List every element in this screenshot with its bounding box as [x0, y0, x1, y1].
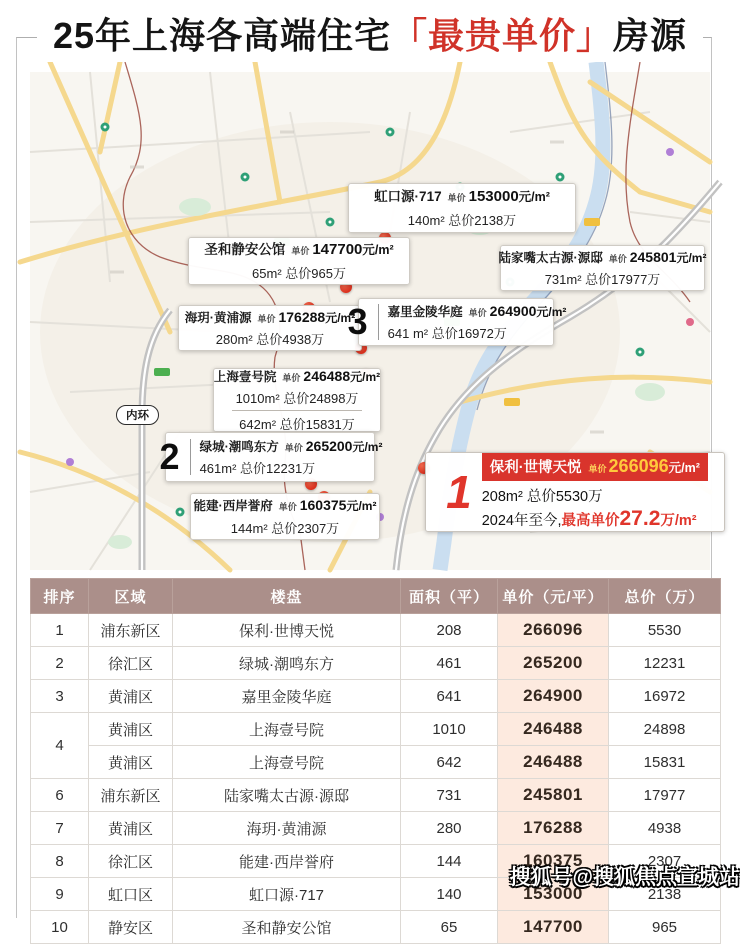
unit-price-label: 单价 [282, 372, 301, 383]
cell-rank: 8 [31, 845, 89, 878]
table-row [31, 680, 721, 713]
area-total-line: 641 m² 总价16972万 [387, 325, 507, 341]
cell-property: 保利·世博天悦 [173, 614, 401, 647]
cell-area: 1010 [401, 713, 498, 746]
property-name: 能建·西岸誉府 [193, 499, 273, 514]
cell-total: 12231 [609, 647, 721, 680]
unit-price-value: 176288 [278, 308, 326, 325]
rank-number: 3 [346, 304, 379, 340]
rank-number: 1 [446, 466, 472, 518]
table-row [31, 614, 721, 647]
table-row [31, 911, 721, 944]
title-prefix: 25年上海各高端住宅 [52, 15, 391, 56]
shanghai-map [30, 72, 710, 570]
cell-price: 176288 [498, 812, 609, 845]
unit-price-label: 单价 [608, 253, 627, 264]
cell-property: 圣和静安公馆 [173, 911, 401, 944]
unit-price-value: 153000 [468, 187, 519, 205]
cell-total: 2307 [609, 845, 721, 878]
cell-price: 246488 [498, 713, 609, 746]
unit-price-value: 266096 [608, 455, 669, 476]
callout-lvcheng-chaoming [159, 432, 383, 482]
highest-price-line [482, 507, 697, 531]
cell-area: 731 [401, 779, 498, 812]
inner-ring-label: 内环 [116, 405, 159, 425]
unit-price-unit: 元/m² [362, 242, 394, 257]
cell-price: 160375 [498, 845, 609, 878]
area-total-line-2: 642m² 总价15831万 [232, 410, 363, 433]
cell-property: 上海壹号院 [173, 746, 401, 779]
cell-area: 642 [401, 746, 498, 779]
unit-price-value: 264900 [489, 303, 537, 320]
property-name: 上海壹号院 [213, 369, 277, 384]
table-header-row [31, 579, 721, 614]
since-text: 2024年至今, [481, 513, 562, 530]
title-highlight: 「最贵单价」 [391, 15, 614, 56]
cell-total: 5530 [609, 614, 721, 647]
cell-total: 17977 [609, 779, 721, 812]
unit-price-label: 单价 [468, 308, 487, 319]
cell-total: 24898 [609, 713, 721, 746]
cell-area: 641 [401, 680, 498, 713]
callout-shenghe-jingan [188, 237, 410, 285]
unit-price-value: 265200 [305, 438, 353, 455]
cell-property: 陆家嘴太古源·源邸 [173, 779, 401, 812]
unit-price-label: 单价 [447, 192, 466, 203]
top-price-banner [482, 453, 708, 481]
table-row [31, 812, 721, 845]
header-district: 区域 [89, 579, 173, 614]
cell-district: 黄浦区 [89, 680, 173, 713]
cell-rank: 9 [31, 878, 89, 911]
header-area: 面积（平） [401, 579, 498, 614]
unit-price-unit: 元/m² [518, 189, 550, 204]
unit-price-unit: 元/m² [325, 310, 356, 325]
cell-district: 黄浦区 [89, 713, 173, 746]
property-name: 绿城·潮鸣东方 [199, 440, 279, 455]
property-name: 陆家嘴太古源·源邸 [498, 250, 603, 265]
area-total-line: 731m² 总价17977万 [544, 272, 661, 288]
cell-area: 140 [401, 878, 498, 911]
cell-price: 147700 [498, 911, 609, 944]
area-total-line: 461m² 总价12231万 [199, 460, 316, 476]
callout-lujiazui-taikoo [500, 245, 705, 291]
cell-property: 能建·西岸誉府 [173, 845, 401, 878]
page-title [0, 10, 740, 62]
cell-district: 徐汇区 [89, 647, 173, 680]
callout-haiyue-huangpuyuan [178, 305, 362, 351]
cell-district: 黄浦区 [89, 812, 173, 845]
area-total-line: 65m² 总价965万 [252, 266, 346, 282]
area-total-line: 140m² 总价2138万 [407, 213, 517, 229]
table-row [31, 746, 721, 779]
cell-property: 嘉里金陵华庭 [173, 680, 401, 713]
unit-price-label: 单价 [257, 313, 276, 324]
cell-rank: 3 [31, 680, 89, 713]
cell-price: 266096 [498, 614, 609, 647]
area-total-line: 280m² 总价4938万 [215, 332, 325, 348]
unit-price-value: 246488 [303, 367, 351, 384]
unit-price-value: 245801 [629, 248, 677, 265]
cell-area: 280 [401, 812, 498, 845]
cell-total: 965 [609, 911, 721, 944]
cell-district: 浦东新区 [89, 779, 173, 812]
area-total-line: 144m² 总价2307万 [230, 520, 340, 536]
cell-property: 海玥·黄浦源 [173, 812, 401, 845]
cell-total: 4938 [609, 812, 721, 845]
unit-price-unit: 元/m² [352, 440, 383, 455]
cell-price: 265200 [498, 647, 609, 680]
unit-price-unit: 元/m² [346, 499, 377, 514]
table-row [31, 779, 721, 812]
cell-price: 264900 [498, 680, 609, 713]
cell-price: 153000 [498, 878, 609, 911]
cell-property: 上海壹号院 [173, 713, 401, 746]
highest-price-label: 最高单价 [561, 513, 620, 530]
cell-district: 黄浦区 [89, 746, 173, 779]
cell-district: 静安区 [89, 911, 173, 944]
cell-rank: 4 [31, 713, 89, 779]
watermark: 搜狐号@搜狐焦点宣城站 [509, 866, 740, 889]
cell-district: 虹口区 [89, 878, 173, 911]
cell-total: 15831 [609, 746, 721, 779]
cell-area: 65 [401, 911, 498, 944]
header-unit-price: 单价（元/平） [498, 579, 609, 614]
table-row [31, 713, 721, 746]
unit-price-label: 单价 [588, 463, 607, 474]
cell-district: 徐汇区 [89, 845, 173, 878]
cell-total: 2138 [609, 878, 721, 911]
cell-area: 144 [401, 845, 498, 878]
property-name: 虹口源·717 [374, 188, 442, 204]
cell-price: 245801 [498, 779, 609, 812]
unit-price-label: 单价 [291, 245, 310, 256]
highest-price-value: 27.2 [619, 507, 661, 531]
unit-price-unit: 元/m² [350, 369, 381, 384]
callout-baoli-shibo [425, 452, 725, 532]
cell-rank: 2 [31, 647, 89, 680]
unit-price-value: 160375 [299, 497, 347, 514]
cell-district: 浦东新区 [89, 614, 173, 647]
cell-total: 16972 [609, 680, 721, 713]
cell-rank: 6 [31, 779, 89, 812]
cell-rank: 10 [31, 911, 89, 944]
property-name: 圣和静安公馆 [204, 241, 286, 257]
cell-property: 绿城·潮鸣东方 [173, 647, 401, 680]
cell-area: 461 [401, 647, 498, 680]
table-row [31, 647, 721, 680]
property-name: 海玥·黄浦源 [184, 310, 252, 325]
unit-price-unit: 元/m² [536, 305, 567, 320]
unit-price-value: 147700 [312, 240, 363, 258]
property-name: 嘉里金陵华庭 [387, 305, 463, 320]
header-property: 楼盘 [173, 579, 401, 614]
callout-shanghai-yihaoyuan [213, 368, 381, 432]
unit-price-unit: 元/m² [676, 250, 707, 265]
unit-price-label: 单价 [278, 502, 297, 513]
unit-price-label: 单价 [284, 443, 303, 454]
unit-price-unit: 元/m² [668, 460, 700, 475]
callout-nengjian-xian [190, 493, 380, 540]
highest-price-unit: 万/m² [660, 513, 697, 530]
title-suffix: 房源 [613, 15, 688, 56]
header-total-price: 总价（万） [609, 579, 721, 614]
cell-rank: 7 [31, 812, 89, 845]
rank-number: 2 [158, 439, 191, 475]
cell-price: 246488 [498, 746, 609, 779]
area-total-line: 208m² 总价5530万 [481, 489, 603, 506]
cell-rank: 1 [31, 614, 89, 647]
property-name: 保利·世博天悦 [489, 459, 582, 476]
cell-area: 208 [401, 614, 498, 647]
area-total-line: 1010m² 总价24898万 [235, 391, 359, 407]
cell-property: 虹口源·717 [173, 878, 401, 911]
callout-hongkouyuan-717 [348, 183, 576, 233]
callout-jiali-jinling [347, 298, 567, 346]
header-rank: 排序 [31, 579, 89, 614]
